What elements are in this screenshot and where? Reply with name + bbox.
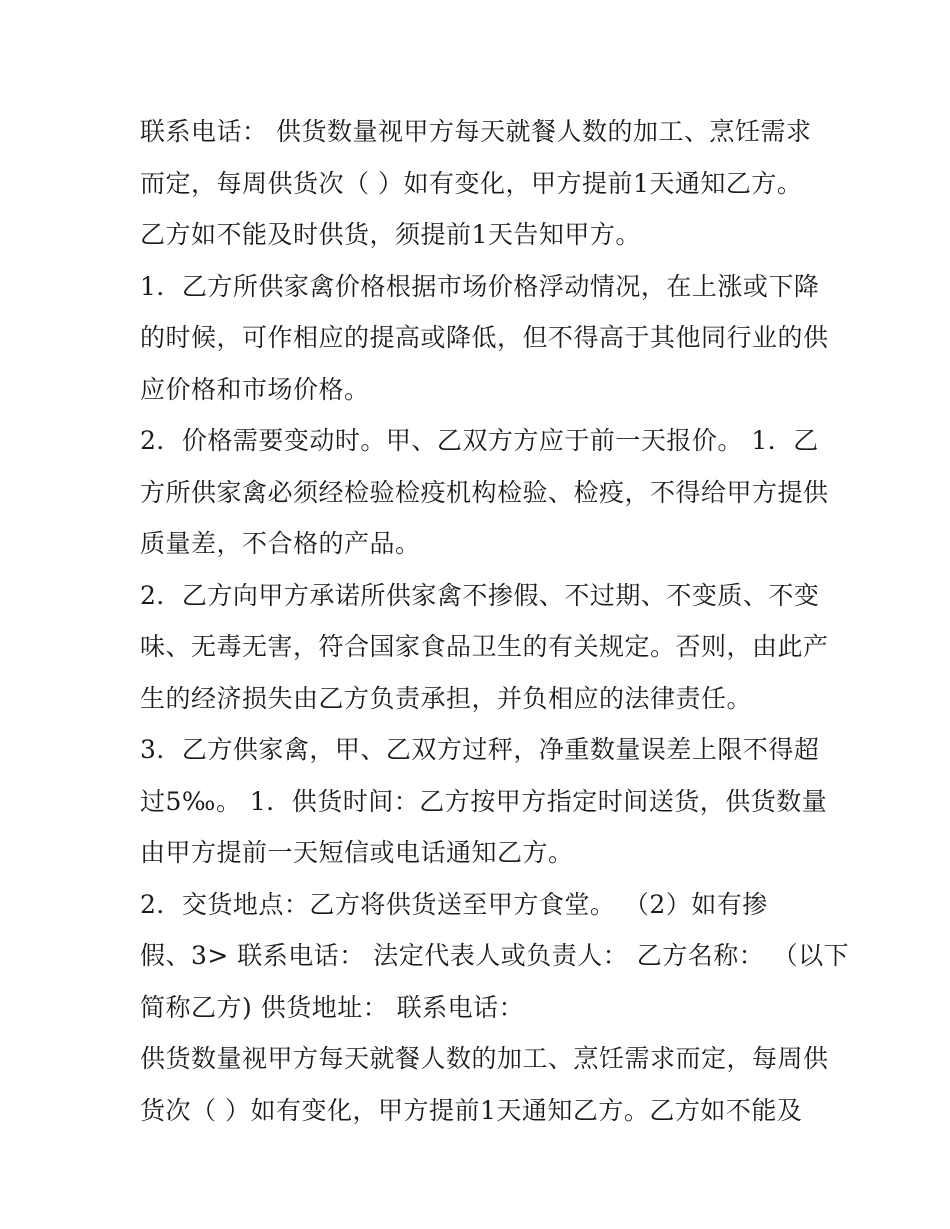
text-line: 生的经济损失由乙方负责承担，并负相应的法律责任。 — [140, 683, 753, 713]
text-line: 而定，每周供货次（ ）如有变化，甲方提前1天通知乙方。 — [140, 168, 803, 198]
text-line: 假、3> 联系电话： 法定代表人或负责人： 乙方名称： （以下 — [140, 941, 850, 970]
text-line: 方所供家禽必须经检验检疫机构检验、检疫，不得给甲方提供 — [140, 477, 829, 507]
text-line: 3．乙方供家禽，甲、乙双方过秤，净重数量误差上限不得超 — [140, 735, 820, 764]
text-line: 由甲方提前一天短信或电话通知乙方。 — [140, 838, 574, 867]
text-line: 供货数量视甲方每天就餐人数的加工、烹饪需求而定，每周供 — [140, 1044, 829, 1073]
text-line: 简称乙方) 供货地址： 联系电话： — [140, 992, 525, 1022]
document-body — [140, 106, 850, 1136]
text-line: 货次（ ）如有变化，甲方提前1天通知乙方。乙方如不能及 — [140, 1095, 803, 1125]
text-line: 应价格和市场价格。 — [140, 374, 370, 404]
text-line: 的时候，可作相应的提高或降低，但不得高于其他同行业的供 — [140, 323, 829, 352]
text-line: 质量差，不合格的产品。 — [140, 529, 421, 558]
text-line: 2．价格需要变动时。甲、乙双方方应于前一天报价。 1．乙 — [140, 426, 819, 455]
text-line: 联系电话： 供货数量视甲方每天就餐人数的加工、烹饪需求 — [140, 117, 812, 146]
text-line: 味、无毒无害，符合国家食品卫生的有关规定。否则，由此产 — [140, 632, 829, 661]
text-line: 2．交货地点：乙方将供货送至甲方食堂。 （2）如有掺 — [140, 889, 768, 919]
text-line: 1．乙方所供家禽价格根据市场价格浮动情况，在上涨或下降 — [140, 271, 820, 301]
text-line: 2．乙方向甲方承诺所供家禽不掺假、不过期、不变质、不变 — [140, 580, 820, 610]
text-line: 过5‰。 1．供货时间：乙方按甲方指定时间送货，供货数量 — [140, 786, 828, 816]
text-line: 乙方如不能及时供货，须提前1天告知甲方。 — [140, 220, 641, 249]
